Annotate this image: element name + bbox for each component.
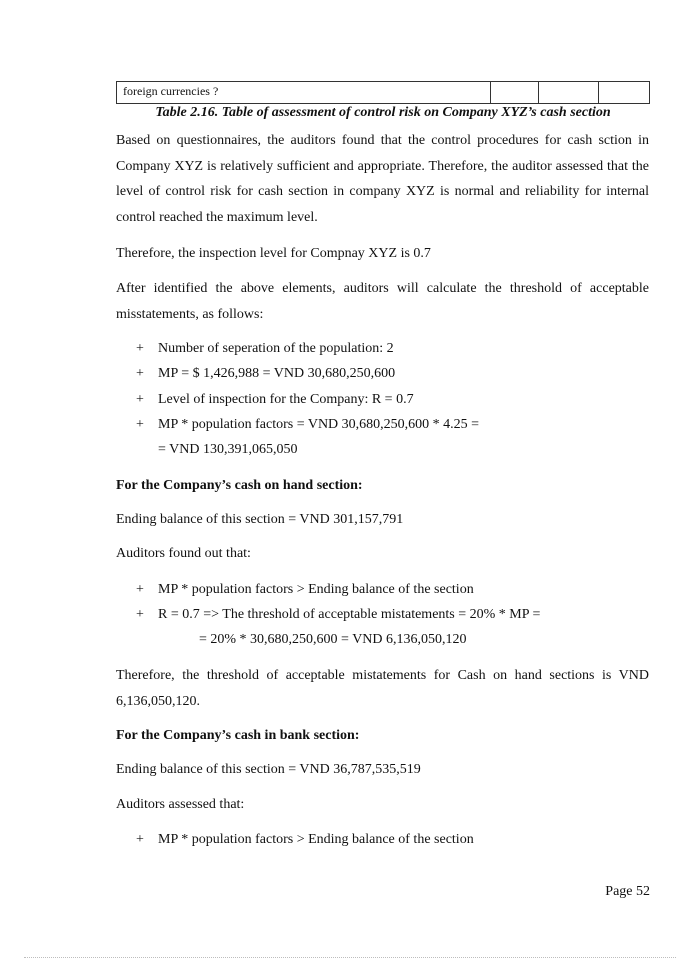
paragraph-inspection-level: Therefore, the inspection level for Compnay XYZ is 0.7 <box>116 246 431 261</box>
list-item: R = 0.7 => The threshold of acceptable mistatements = 20% * MP = <box>158 607 541 622</box>
list-item: Level of inspection for the Company: R = 0.7 <box>158 392 414 407</box>
cash-in-bank-ending-balance: Ending balance of this section = VND 36,787,535,519 <box>116 762 421 777</box>
heading-cash-on-hand: For the Company’s cash on hand section: <box>116 478 363 493</box>
list-item: MP * population factors = VND 30,680,250,600 * 4.25 = <box>158 417 480 432</box>
table-cell-empty <box>491 82 539 103</box>
cash-on-hand-found: Auditors found out that: <box>116 546 251 561</box>
page-bottom-divider <box>24 957 676 958</box>
bullet-symbol: + <box>136 417 144 432</box>
bullet-symbol: + <box>136 832 144 847</box>
bullet-symbol: + <box>136 607 144 622</box>
list-item: MP = $ 1,426,988 = VND 30,680,250,600 <box>158 366 396 381</box>
heading-cash-in-bank: For the Company’s cash in bank section: <box>116 728 360 743</box>
table-caption: Table 2.16. Table of assessment of control risk on Company XYZ’s cash section <box>155 105 611 120</box>
list-item: MP * population factors > Ending balance of the section <box>158 582 474 597</box>
cash-on-hand-ending-balance: Ending balance of this section = VND 301,157,791 <box>116 512 404 527</box>
page-number: Page 52 <box>605 884 650 899</box>
table-cell-empty <box>599 82 649 103</box>
cash-on-hand-conclusion: Therefore, the threshold of acceptable mistatements for Cash on hand sections is VND 6,136,050,120. <box>116 668 649 709</box>
list-item: Number of seperation of the population: 2 <box>158 341 394 356</box>
bullet-symbol: + <box>136 392 144 407</box>
bullet-symbol: + <box>136 366 144 381</box>
bullet-symbol: + <box>136 341 144 356</box>
paragraph-threshold-intro: After identified the above elements, auditors will calculate the threshold of acceptable misstatements, as follows: <box>116 281 649 322</box>
table-row-label: foreign currencies ? <box>117 82 491 103</box>
bullet-symbol: + <box>136 582 144 597</box>
list-item-continuation: = VND 130,391,065,050 <box>158 442 298 457</box>
list-item: MP * population factors > Ending balance of the section <box>158 832 474 847</box>
assessment-table-last-row <box>116 81 650 104</box>
cash-in-bank-assessed: Auditors assessed that: <box>116 797 245 812</box>
table-cell-empty <box>539 82 599 103</box>
paragraph-control-procedures: Based on questionnaires, the auditors found that the control procedures for cash sction in Company XYZ is relatively sufficient and appropriate. Therefore, the auditor assessed that the level of control risk for cash section in company XYZ is normal and reliability for internal control reached the maximum level. <box>116 133 649 225</box>
list-item-continuation: = 20% * 30,680,250,600 = VND 6,136,050,120 <box>199 632 467 647</box>
